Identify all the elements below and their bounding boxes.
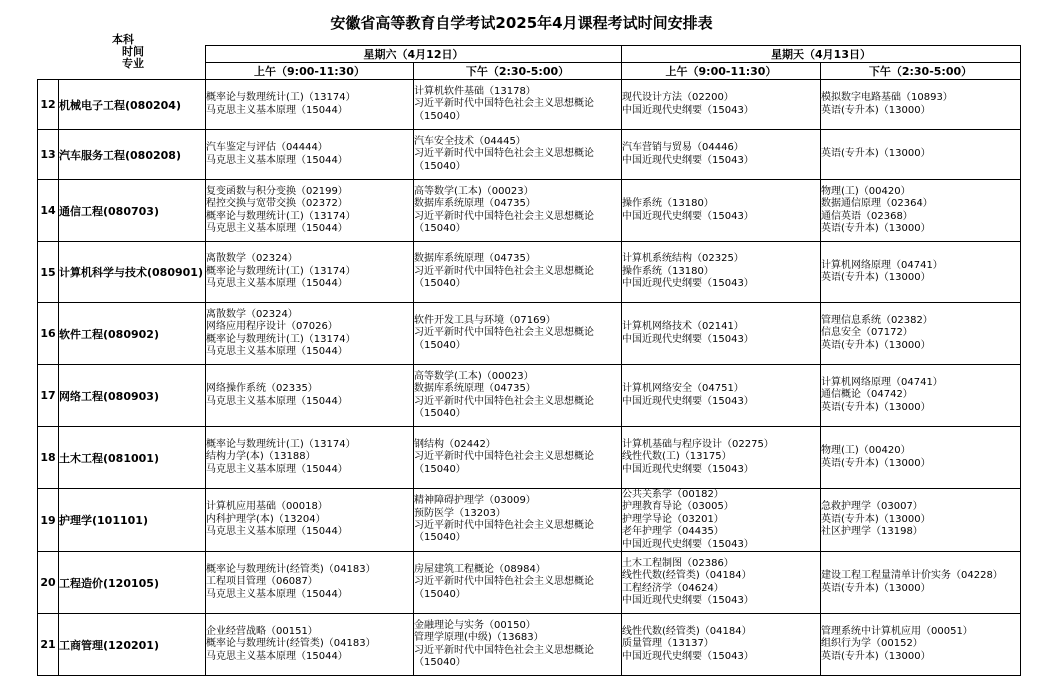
exam-cell-sat-pm [414, 242, 622, 303]
exam-cell-sat-pm [414, 80, 622, 130]
exam-cell-sun-am [622, 365, 821, 427]
exam-cell-sat-pm [414, 489, 622, 552]
course-entry: 英语(专升本)（13000） [821, 148, 931, 160]
course-entry: 物理(工)（00420） [821, 185, 911, 197]
exam-cell-sat-pm [414, 427, 622, 489]
table-row [38, 552, 1021, 614]
course-entry: 组织行为学（00152） [821, 638, 923, 650]
exam-cell-sun-pm [821, 130, 1021, 180]
course-entry: 预防医学（13203） [414, 507, 506, 519]
course-entry: 中国近现代史纲要（15043） [622, 210, 754, 222]
course-entry: 物理(工)（00420） [821, 445, 911, 457]
course-entry: 高等数学(工本)（00023） [414, 370, 534, 382]
course-entry: 管理信息系统（02382） [821, 314, 933, 326]
course-entry: 汽车安全技术（04445） [414, 135, 526, 147]
course-entry: 概率论与数理统计(工)（13174） [206, 438, 356, 450]
exam-cell-sat-am [206, 303, 414, 365]
day-header-sunday: 星期天（4月13日） [622, 46, 1021, 63]
major-name: 土木工程(081001) [59, 427, 206, 489]
course-entry: 计算机网络安全（04751） [622, 383, 744, 395]
exam-cell-sun-pm [821, 365, 1021, 427]
course-entry: 马克思主义基本原理（15044） [206, 222, 348, 234]
course-entry: 马克思主义基本原理（15044） [206, 154, 348, 166]
course-entry: 工程经济学（04624） [622, 582, 724, 594]
course-entry: （15040） [414, 160, 466, 172]
exam-cell-sat-am [206, 130, 414, 180]
course-entry: 英语(专升本)（13000） [821, 650, 931, 662]
page-title: 安徽省高等教育自学考试2025年4月课程考试时间安排表 [330, 14, 713, 32]
course-entry: 中国近现代史纲要（15043） [622, 104, 754, 116]
major-name: 软件工程(080902) [59, 303, 206, 365]
course-entry: 急救护理学（03007） [821, 501, 923, 513]
course-entry: 习近平新时代中国特色社会主义思想概论 [414, 576, 594, 588]
course-entry: 计算机网络原理（04741） [821, 376, 943, 388]
exam-cell-sat-pm [414, 130, 622, 180]
course-entry: 英语(专升本)（13000） [821, 457, 931, 469]
course-entry: 习近平新时代中国特色社会主义思想概论 [414, 451, 594, 463]
course-entry: 数据库系统原理（04735） [414, 198, 536, 210]
exam-cell-sun-am [622, 427, 821, 489]
row-number: 14 [38, 180, 59, 242]
row-number: 16 [38, 303, 59, 365]
exam-cell-sun-pm [821, 180, 1021, 242]
course-entry: （15040） [414, 588, 466, 600]
course-entry: 精神障碍护理学（03009） [414, 495, 536, 507]
major-name: 通信工程(080703) [59, 180, 206, 242]
exam-cell-sun-am [622, 80, 821, 130]
course-entry: 操作系统（13180） [622, 265, 714, 277]
course-entry: 房屋建筑工程概论（08984） [414, 563, 546, 575]
course-entry: 马克思主义基本原理（15044） [206, 588, 348, 600]
exam-cell-sun-am [622, 614, 821, 676]
major-name: 机械电子工程(080204) [59, 80, 206, 130]
course-entry: 马克思主义基本原理（15044） [206, 104, 348, 116]
course-entry: 金融理论与实务（00150） [414, 619, 536, 631]
course-entry: 英语(专升本)（13000） [821, 272, 931, 283]
course-entry: （15040） [414, 532, 466, 544]
exam-cell-sun-pm [821, 242, 1021, 303]
major-name: 汽车服务工程(080208) [59, 130, 206, 180]
course-entry: 马克思主义基本原理（15044） [206, 463, 348, 475]
course-entry: 网络操作系统（02335） [206, 383, 318, 395]
course-entry: 离散数学（02324） [206, 308, 298, 320]
exam-cell-sat-am [206, 80, 414, 130]
course-entry: 概率论与数理统计(工)（13174） [206, 210, 356, 222]
course-entry: 计算机系统结构（02325） [622, 253, 744, 265]
course-entry: 马克思主义基本原理（15044） [206, 650, 348, 662]
exam-cell-sun-pm [821, 427, 1021, 489]
course-entry: 内科护理学(本)（13204） [206, 513, 326, 525]
exam-cell-sun-pm [821, 303, 1021, 365]
exam-cell-sat-am [206, 552, 414, 614]
exam-cell-sun-pm [821, 80, 1021, 130]
course-entry: 概率论与数理统计(工)（13174） [206, 265, 356, 277]
table-row [38, 242, 1021, 303]
course-entry: 计算机网络技术（02141） [622, 321, 744, 333]
course-entry: 软件开发工具与环境（07169） [414, 314, 556, 326]
course-entry: （15040） [414, 222, 466, 234]
course-entry: 信息安全（07172） [821, 327, 913, 339]
exam-cell-sun-pm [821, 614, 1021, 676]
course-entry: 中国近现代史纲要（15043） [622, 395, 754, 407]
course-entry: 概率论与数理统计(工)（13174） [206, 92, 356, 104]
course-entry: 工程项目管理（06087） [206, 576, 318, 588]
major-name: 工商管理(120201) [59, 614, 206, 676]
course-entry: 模拟数字电路基础（10893） [821, 92, 953, 104]
course-entry: 概率论与数理统计(工)（13174） [206, 333, 356, 345]
course-entry: 中国近现代史纲要（15043） [622, 594, 754, 606]
exam-cell-sat-am [206, 242, 414, 303]
course-entry: 英语(专升本)（13000） [821, 339, 931, 351]
course-entry: 土木工程制图（02386） [622, 557, 734, 569]
table-row [38, 130, 1021, 180]
row-number: 19 [38, 489, 59, 552]
course-entry: 离散数学（02324） [206, 253, 298, 265]
course-entry: 计算机网络原理（04741） [821, 259, 943, 271]
row-number: 15 [38, 242, 59, 303]
exam-cell-sat-am [206, 489, 414, 552]
table-row [38, 303, 1021, 365]
exam-cell-sat-pm [414, 180, 622, 242]
course-entry: 中国近现代史纲要（15043） [622, 333, 754, 345]
major-name: 网络工程(080903) [59, 365, 206, 427]
row-number: 21 [38, 614, 59, 676]
row-number: 17 [38, 365, 59, 427]
row-number: 13 [38, 130, 59, 180]
course-entry: 中国近现代史纲要（15043） [622, 650, 754, 662]
exam-cell-sun-am [622, 180, 821, 242]
exam-cell-sat-pm [414, 552, 622, 614]
course-entry: 程控交换与宽带交换（02372） [206, 198, 348, 210]
row-number: 18 [38, 427, 59, 489]
course-entry: 习近平新时代中国特色社会主义思想概论 [414, 644, 594, 656]
exam-cell-sun-am [622, 552, 821, 614]
course-entry: 数据通信原理（02364） [821, 198, 933, 210]
major-name: 护理学(101101) [59, 489, 206, 552]
course-entry: 英语(专升本)（13000） [821, 104, 931, 116]
course-entry: 线性代数(经管类)（04184） [622, 570, 752, 582]
course-entry: 线性代数(经管类)（04184） [622, 625, 752, 637]
row-number: 20 [38, 552, 59, 614]
course-entry: 马克思主义基本原理（15044） [206, 526, 348, 538]
exam-cell-sat-am [206, 180, 414, 242]
table-row [38, 427, 1021, 489]
slot-header-sun-am: 上午（9:00-11:30） [622, 63, 821, 80]
course-entry: 护理学导论（03201） [622, 513, 724, 525]
course-entry: 计算机基础与程序设计（02275） [622, 438, 774, 450]
course-entry: 高等数学(工本)（00023） [414, 185, 534, 197]
corner-label-undergrad: 本科 [112, 33, 134, 46]
major-name: 工程造价(120105) [59, 552, 206, 614]
slot-header-sat-pm: 下午（2:30-5:00） [414, 63, 622, 80]
course-entry: 现代设计方法（02200） [622, 92, 734, 104]
course-entry: 中国近现代史纲要（15043） [622, 538, 754, 550]
course-entry: （15040） [414, 463, 466, 475]
course-entry: 英语(专升本)（13000） [821, 401, 931, 413]
course-entry: 英语(专升本)（13000） [821, 513, 931, 525]
course-entry: 概率论与数理统计(经管类)（04183） [206, 638, 376, 650]
corner-label-major: 专业 [122, 57, 144, 70]
schedule-table [37, 45, 1021, 676]
table-row [38, 180, 1021, 242]
course-entry: 质量管理（13137） [622, 638, 714, 650]
course-entry: 汽车营销与贸易（04446） [622, 142, 744, 154]
course-entry: 结构力学(本)（13188） [206, 451, 316, 463]
schedule-body [38, 80, 1021, 676]
course-entry: 习近平新时代中国特色社会主义思想概论 [414, 98, 594, 110]
exam-cell-sat-am [206, 614, 414, 676]
major-name: 计算机科学与技术(080901) [59, 242, 206, 303]
course-entry: 马克思主义基本原理（15044） [206, 345, 348, 357]
course-entry: 中国近现代史纲要（15043） [622, 154, 754, 166]
corner-label-time: 时间 [122, 45, 144, 58]
exam-cell-sat-pm [414, 365, 622, 427]
course-entry: （15040） [414, 339, 466, 351]
exam-cell-sun-am [622, 489, 821, 552]
course-entry: 习近平新时代中国特色社会主义思想概论 [414, 327, 594, 339]
course-entry: 中国近现代史纲要（15043） [622, 463, 754, 475]
course-entry: 计算机应用基础（00018） [206, 501, 328, 513]
course-entry: 概率论与数理统计(经管类)（04183） [206, 563, 376, 575]
course-entry: 复变函数与积分变换（02199） [206, 185, 348, 197]
table-row [38, 489, 1021, 552]
course-entry: （15040） [414, 656, 466, 668]
course-entry: 管理学原理(中级)（13683） [414, 632, 544, 644]
course-entry: 习近平新时代中国特色社会主义思想概论 [414, 520, 594, 532]
course-entry: 英语(专升本)（13000） [821, 222, 931, 234]
course-entry: 建设工程工程量清单计价实务（04228） [821, 570, 1003, 582]
course-entry: 数据库系统原理（04735） [414, 383, 536, 395]
course-entry: 护理教育导论（03005） [622, 501, 734, 513]
course-entry: 线性代数(工)（13175） [622, 451, 732, 463]
course-entry: （15040） [414, 407, 466, 419]
course-entry: 数据库系统原理（04735） [414, 253, 536, 265]
exam-cell-sat-pm [414, 303, 622, 365]
course-entry: 马克思主义基本原理（15044） [206, 278, 348, 290]
corner-cell [38, 46, 206, 80]
exam-cell-sun-pm [821, 552, 1021, 614]
course-entry: 计算机软件基础（13178） [414, 85, 536, 97]
course-entry: （15040） [414, 278, 466, 290]
exam-cell-sun-pm [821, 489, 1021, 552]
course-entry: （15040） [414, 110, 466, 122]
course-entry: 习近平新时代中国特色社会主义思想概论 [414, 148, 594, 160]
course-entry: 社区护理学（13198） [821, 526, 923, 538]
course-entry: 习近平新时代中国特色社会主义思想概论 [414, 265, 594, 277]
table-row [38, 365, 1021, 427]
course-entry: 习近平新时代中国特色社会主义思想概论 [414, 210, 594, 222]
course-entry: 英语(专升本)（13000） [821, 582, 931, 594]
course-entry: 管理系统中计算机应用（00051） [821, 625, 973, 637]
day-header-saturday: 星期六（4月12日） [206, 46, 622, 63]
course-entry: 中国近现代史纲要（15043） [622, 278, 754, 290]
course-entry: 通信英语（02368） [821, 210, 913, 222]
slot-header-sat-am: 上午（9:00-11:30） [206, 63, 414, 80]
exam-cell-sat-am [206, 427, 414, 489]
row-number: 12 [38, 80, 59, 130]
course-entry: 公共关系学（00182） [622, 489, 724, 500]
table-row [38, 614, 1021, 676]
table-row [38, 80, 1021, 130]
course-entry: 老年护理学（04435） [622, 526, 724, 538]
exam-cell-sun-am [622, 303, 821, 365]
course-entry: 钢结构（02442） [414, 438, 496, 450]
course-entry: 汽车鉴定与评估（04444） [206, 142, 328, 154]
exam-cell-sat-am [206, 365, 414, 427]
course-entry: 马克思主义基本原理（15044） [206, 395, 348, 407]
exam-cell-sun-am [622, 130, 821, 180]
course-entry: 网络应用程序设计（07026） [206, 321, 338, 333]
course-entry: 操作系统（13180） [622, 198, 714, 210]
exam-cell-sat-pm [414, 614, 622, 676]
exam-cell-sun-am [622, 242, 821, 303]
course-entry: 习近平新时代中国特色社会主义思想概论 [414, 395, 594, 407]
course-entry: 企业经营战略（00151） [206, 625, 318, 637]
slot-header-sun-pm: 下午（2:30-5:00） [821, 63, 1021, 80]
course-entry: 通信概论（04742） [821, 389, 913, 401]
